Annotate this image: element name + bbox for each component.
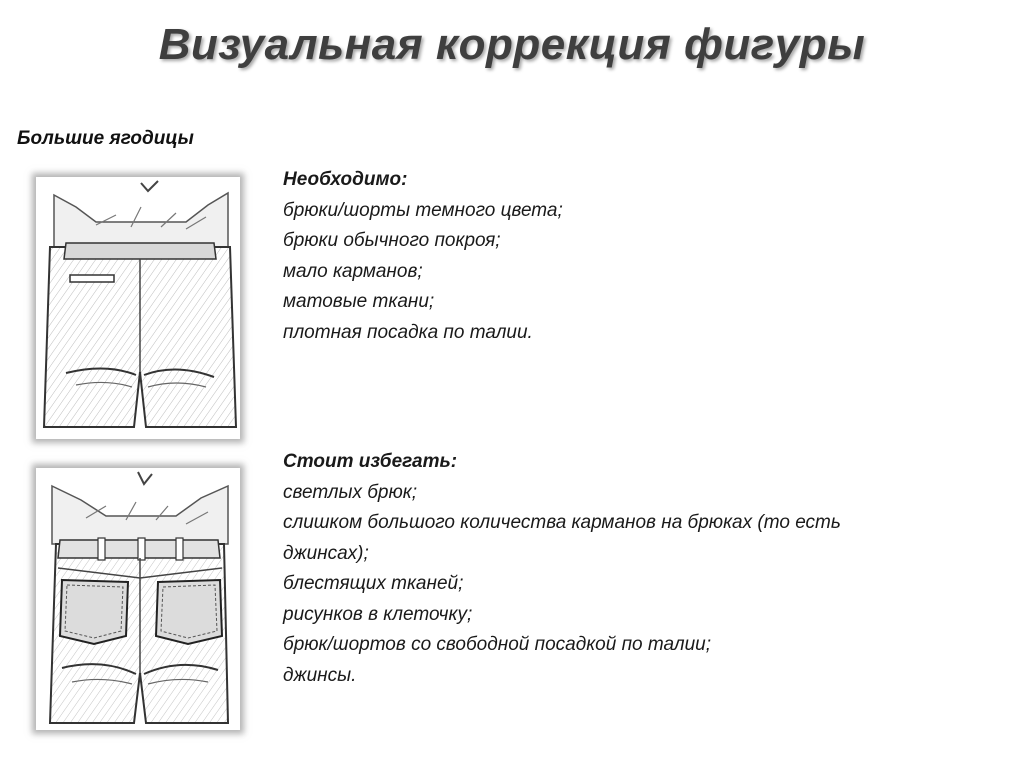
avoid-item: слишком большого количества карманов на брюках (то есть [283,512,841,533]
avoid-heading: Стоит избегать: [283,451,458,472]
recommended-item: мало карманов; [283,260,423,282]
recommended-item: матовые ткани; [283,291,435,312]
avoid-item: джинсы. [283,664,357,686]
avoid-item: джинсах); [283,542,369,564]
avoid-item: светлых брюк; [283,481,418,503]
avoid-item: рисунков в клеточку; [283,603,473,625]
avoid-item: брюк/шортов со свободной посадкой по талии; [283,634,711,655]
section-title: Большие ягодицы [17,128,194,149]
avoid-block [283,447,993,691]
recommended-item: брюки/шорты темного цвета; [283,199,563,221]
slide-title: Визуальная коррекция фигуры [158,20,866,69]
recommended-block [283,165,983,348]
recommended-heading: Необходимо: [283,169,408,190]
recommended-item: брюки обычного покроя; [283,230,501,251]
avoid-item: блестящих тканей; [283,573,464,594]
trousers-plain-illustration [36,177,240,439]
jeans-pockets-illustration [36,468,240,730]
recommended-item: плотная посадка по талии. [283,321,533,343]
